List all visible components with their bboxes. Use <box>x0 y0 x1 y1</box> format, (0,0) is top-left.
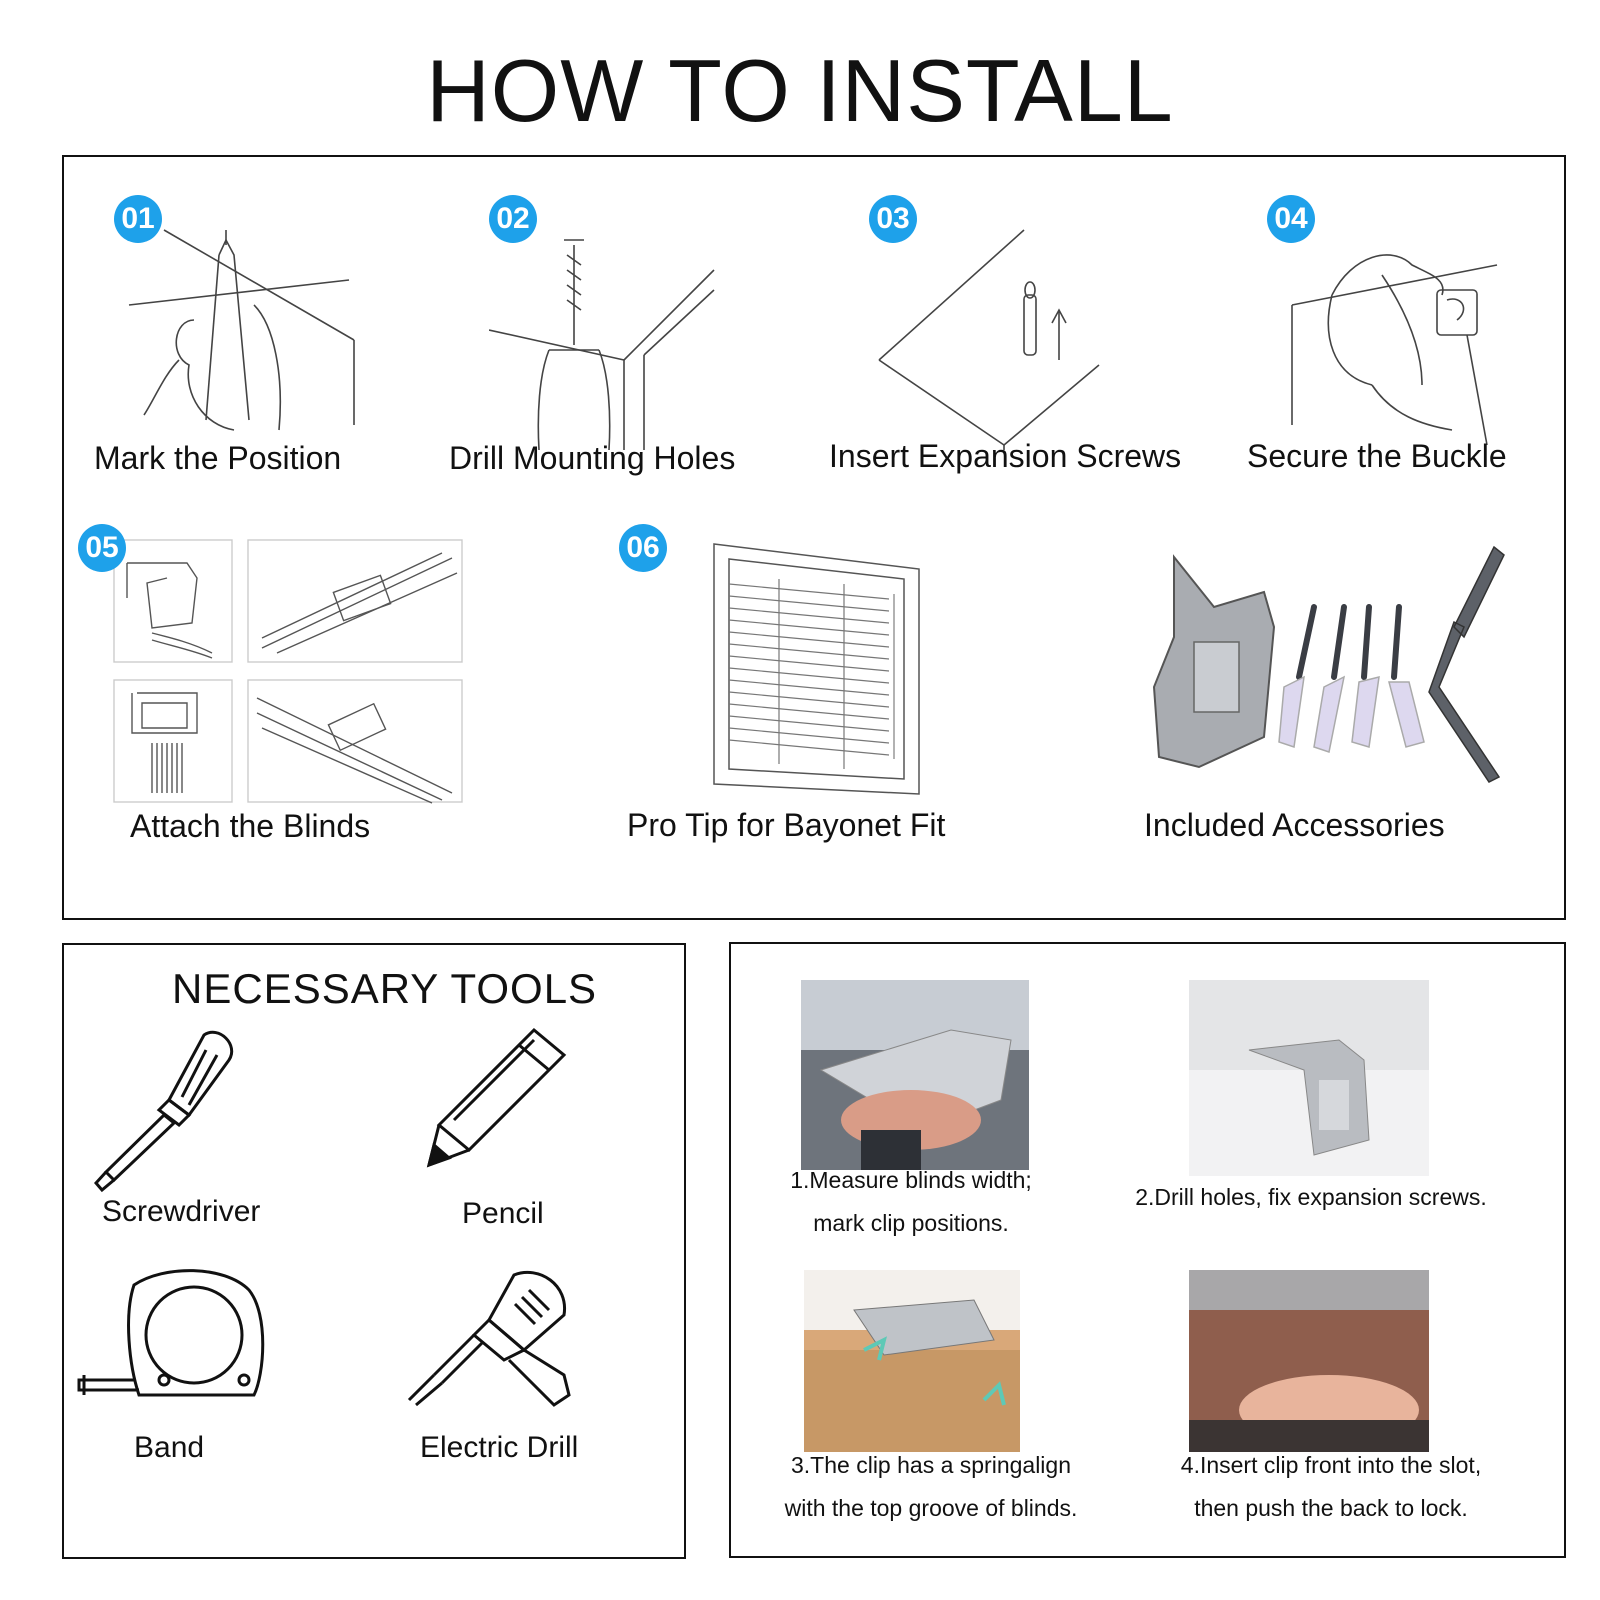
page-title: HOW TO INSTALL <box>426 41 1174 140</box>
step-badge: 04 <box>1267 195 1315 243</box>
screwdriver-icon <box>94 1025 264 1195</box>
tools-title: NECESSARY TOOLS <box>172 965 598 1012</box>
step-badge: 01 <box>114 195 162 243</box>
photo-caption: 3.The clip has a springalign with the top groove of blinds. <box>784 1452 1078 1521</box>
step-secure-buckle <box>1247 195 1557 485</box>
step-label: Included Accessories <box>1144 807 1445 843</box>
step-label: Pro Tip for Bayonet Fit <box>627 807 946 843</box>
tape-measure-icon <box>74 1265 274 1415</box>
step-expansion-screws <box>829 195 1249 485</box>
install-steps-panel <box>62 155 1566 920</box>
tool-electric-drill <box>404 1265 674 1505</box>
window-blind-illustration <box>709 539 939 799</box>
photo-caption: 2.Drill holes, fix expansion screws. <box>1135 1184 1487 1210</box>
photo-caption: 4.Insert clip front into the slot, then push the back to lock. <box>1180 1452 1482 1521</box>
step-bayonet-tip <box>619 524 1039 874</box>
tool-pencil <box>424 1025 664 1245</box>
tool-label: Electric Drill <box>420 1431 579 1464</box>
tool-screwdriver <box>94 1025 354 1245</box>
photo-clip-lock <box>1189 1270 1429 1452</box>
tool-band <box>74 1265 334 1505</box>
hex-wrench <box>1429 547 1504 782</box>
step-drill-holes <box>449 195 789 485</box>
attach-blinds-illustration <box>112 538 532 818</box>
tool-label: Band <box>134 1431 205 1464</box>
photo-measure <box>801 980 1029 1170</box>
expansion-screw-illustration <box>874 225 1114 455</box>
step-badge: 05 <box>78 524 126 572</box>
tools-panel <box>62 943 686 1559</box>
tool-label: Pencil <box>462 1197 544 1230</box>
buckle-clip-illustration <box>1272 225 1502 455</box>
step-attach-blinds <box>78 524 518 874</box>
drill-ceiling-illustration <box>489 225 729 455</box>
tool-label: Screwdriver <box>102 1195 261 1228</box>
step-label: Drill Mounting Holes <box>449 440 736 476</box>
accessories-illustration <box>1144 537 1544 797</box>
step-label: Mark the Position <box>94 440 342 476</box>
step-label: Insert Expansion Screws <box>829 438 1182 474</box>
pencil-icon <box>424 1025 574 1175</box>
included-accessories <box>1114 537 1554 877</box>
photo-drill <box>1189 980 1429 1176</box>
electric-drill-icon <box>404 1265 604 1415</box>
step-badge: 02 <box>489 195 537 243</box>
step-label: Secure the Buckle <box>1247 438 1507 474</box>
step-label: Attach the Blinds <box>130 808 371 844</box>
step-mark-position <box>94 195 414 485</box>
step-badge: 03 <box>869 195 917 243</box>
pencil-marking-illustration <box>124 225 384 455</box>
step-badge: 06 <box>619 524 667 572</box>
photo-steps-panel <box>729 942 1566 1558</box>
photo-clip-spring <box>804 1270 1020 1452</box>
photo-caption: 1.Measure blinds width; mark clip positions. <box>790 1167 1032 1236</box>
